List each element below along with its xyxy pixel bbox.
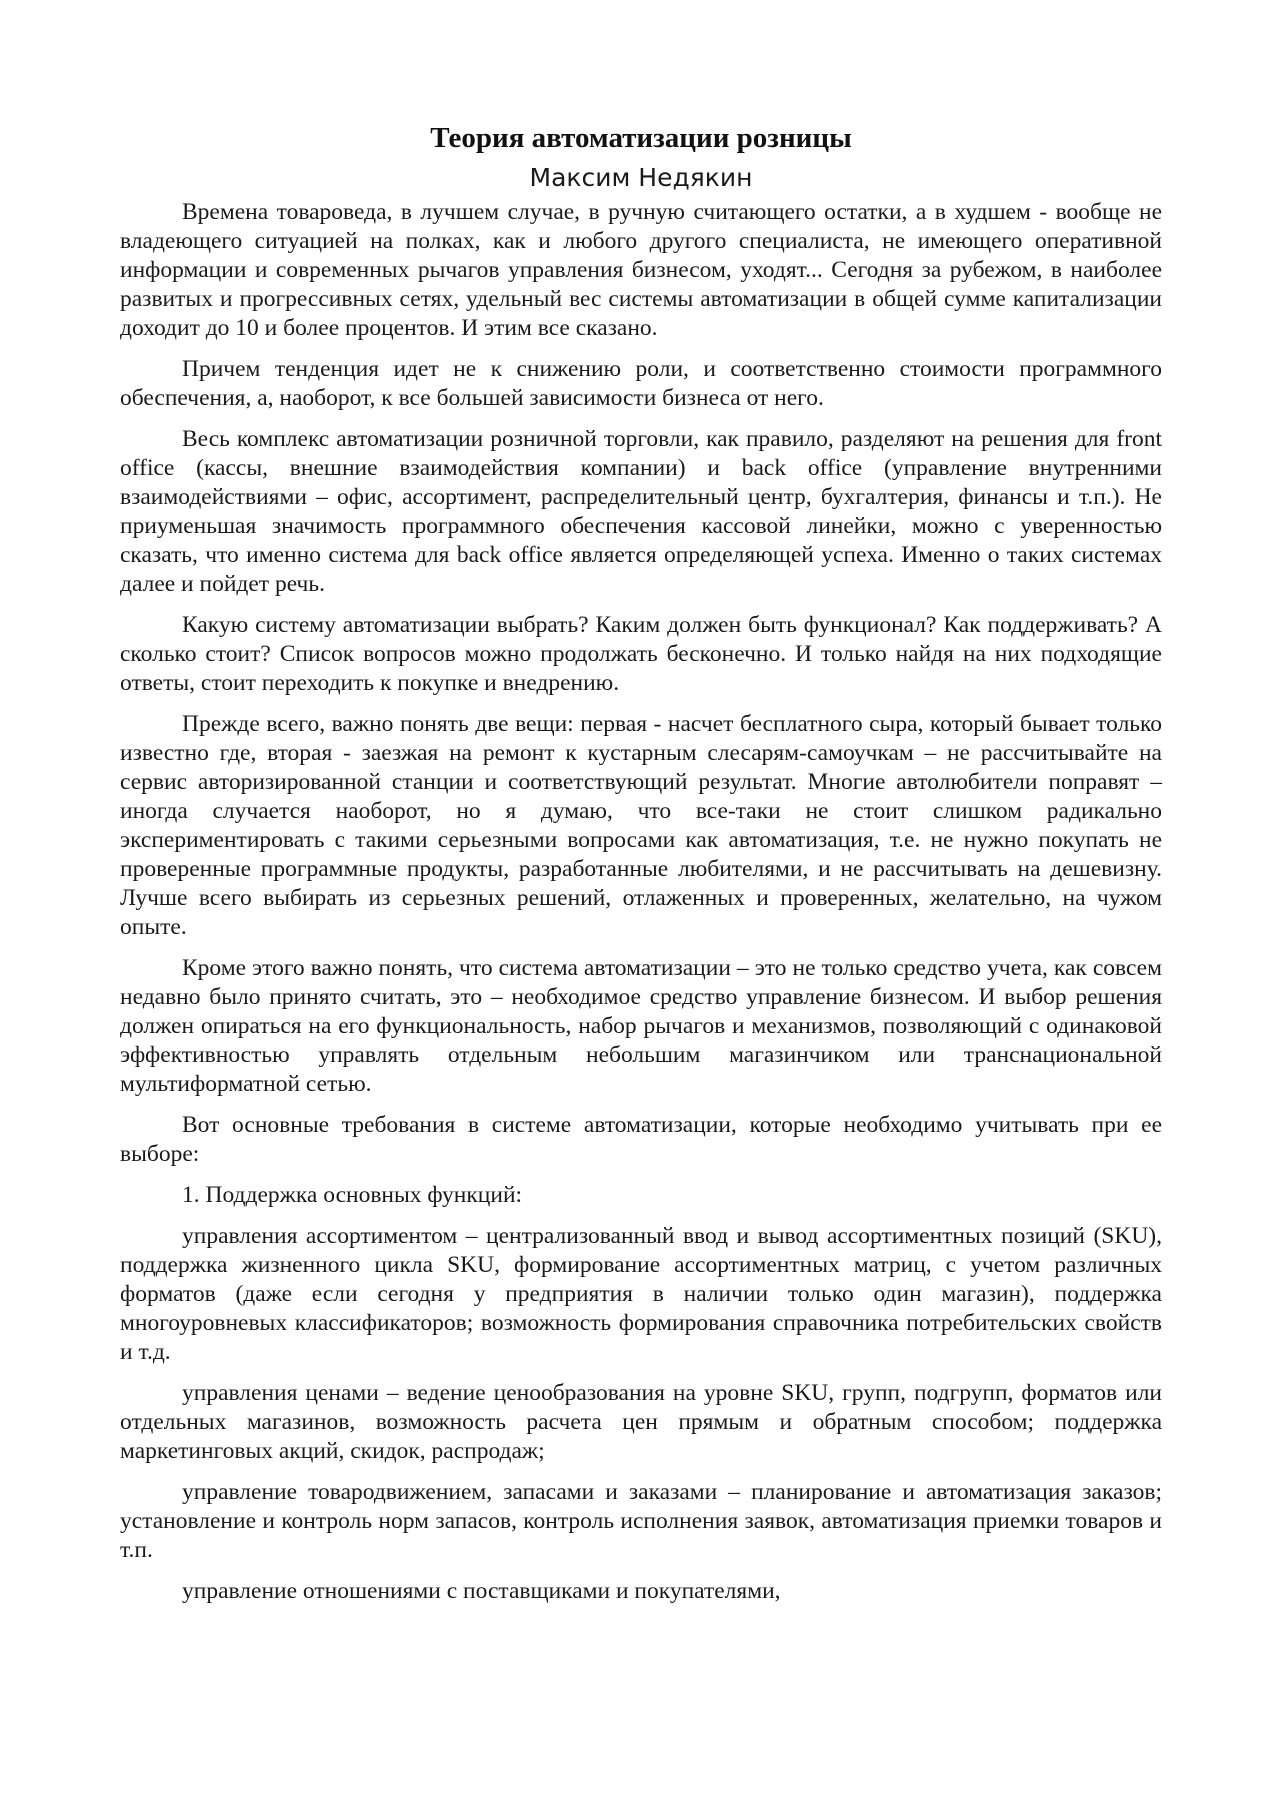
list-item-pricing: управления ценами – ведение ценообразования на уровне SKU, групп, подгрупп, форматов или отдельных магазинов, возможность расчета цен прямым и обратным способом; поддержка маркетинговых акций, скидок, распродаж; xyxy=(120,1380,1162,1464)
list-heading-core-functions: 1. Поддержка основных функций: xyxy=(182,1182,523,1208)
document-author: Максим Недякин xyxy=(529,163,753,192)
paragraph-requirements-intro: Вот основные требования в системе автоматизации, которые необходимо учитывать при ее выборе: xyxy=(120,1112,1162,1167)
list-item-assortment: управления ассортиментом – централизованный ввод и вывод ассортиментных позиций (SKU), поддержка жизненного цикла SKU, формирование ассортиментных матриц, с учетом различных форматов (даже если сегодня у предприятия в наличии только один магазин), поддержка многоуровневых классификаторов; возможность формирования справочника потребительских свойств и т.д. xyxy=(120,1223,1162,1365)
list-item-relations: управление отношениями с поставщиками и покупателями, xyxy=(182,1578,781,1604)
paragraph-intro: Времена товароведа, в лучшем случае, в ручную считающего остатки, а в худшем - вообще не владеющего ситуацией на полках, как и любого другого специалиста, не имеющего оперативной информации и современных рычагов управления бизнесом, уходят... Сегодня за рубежом, в наиболее развитых и прогрессивных сетях, удельный вес системы автоматизации в общей сумме капитализации доходит до 10 и более процентов. И этим все сказано. xyxy=(120,199,1162,341)
list-item-inventory: управление товародвижением, запасами и заказами – планирование и автоматизация заказов; установление и контроль норм запасов, контроль исполнения заявок, автоматизация приемки товаров и т.п. xyxy=(120,1479,1162,1563)
paragraph-trend: Причем тенденция идет не к снижению роли, и соответственно стоимости программного обеспечения, а, наоборот, к все большей зависимости бизнеса от него. xyxy=(120,356,1162,411)
paragraph-questions: Какую систему автоматизации выбрать? Каким должен быть функционал? Как поддерживать? А сколько стоит? Список вопросов можно продолжать бесконечно. И только найдя на них подходящие ответы, стоит переходить к покупке и внедрению. xyxy=(120,612,1162,696)
document-body xyxy=(120,120,1162,1618)
paragraph-two-things: Прежде всего, важно понять две вещи: первая - насчет бесплатного сыра, который бывает только известно где, вторая - заезжая на ремонт к кустарным слесарям-самоучкам – не рассчитывайте на сервис авторизированной станции и соответствующий результат. Многие автолюбители поправят – иногда случается наоборот, но я думаю, что все-таки не стоит слишком радикально экспериментировать с такими серьезными вопросами как автоматизация, т.е. не нужно покупать не проверенные программные продукты, разработанные любителями, и не рассчитывать на дешевизну. Лучше всего выбирать из серьезных решений, отлаженных и проверенных, желательно, на чужом опыте. xyxy=(120,711,1162,940)
document-title: Теория автоматизации розницы xyxy=(430,122,852,154)
paragraph-front-back-office: Весь комплекс автоматизации розничной торговли, как правило, разделяют на решения для front office (кассы, внешние взаимодействия компании) и back office (управление внутренними взаимодействиями – офис, ассортимент, распределительный центр, бухгалтерия, финансы и т.п.). Не приуменьшая значимость программного обеспечения кассовой линейки, можно с уверенностью сказать, что именно система для back office является определяющей успеха. Именно о таких системах далее и пойдет речь. xyxy=(120,426,1162,597)
paragraph-management-tool: Кроме этого важно понять, что система автоматизации – это не только средство учета, как совсем недавно было принято считать, это – необходимое средство управление бизнесом. И выбор решения должен опираться на его функциональность, набор рычагов и механизмов, позволяющий с одинаковой эффективностью управлять отдельным небольшим магазинчиком или транснациональной мультиформатной сетью. xyxy=(120,955,1162,1097)
